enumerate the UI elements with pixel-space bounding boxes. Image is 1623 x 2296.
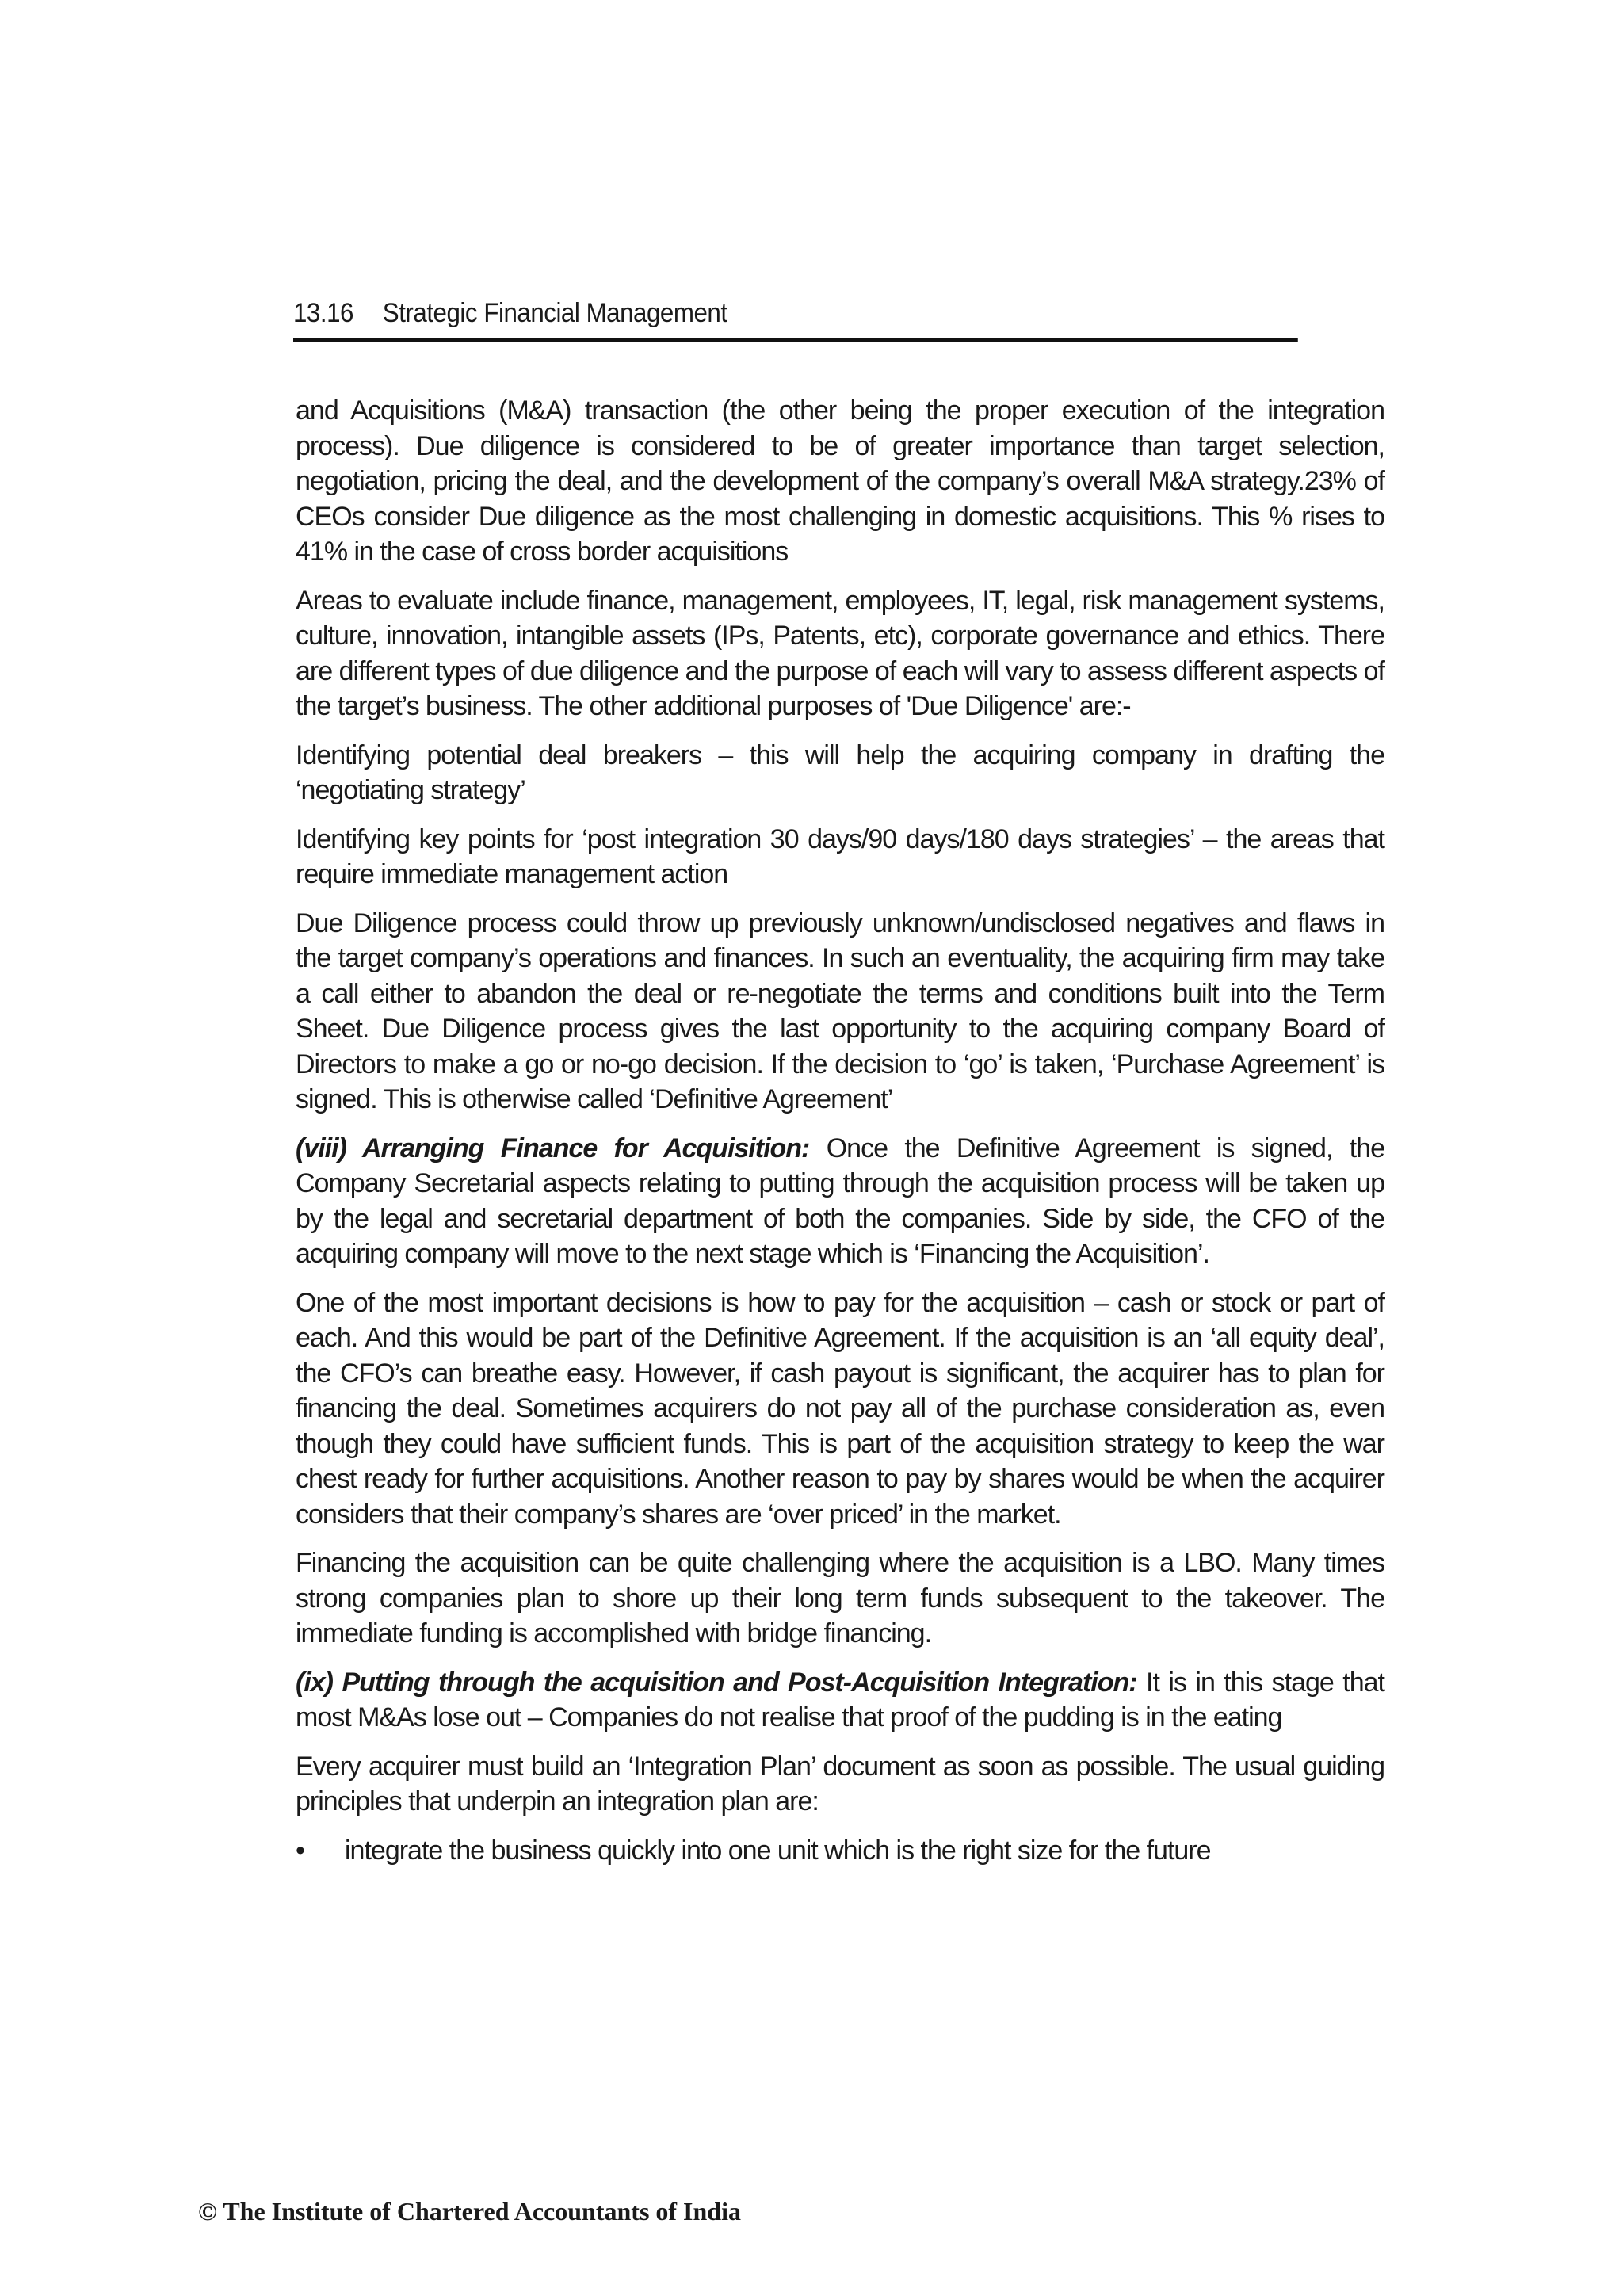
section-heading-viii: (viii) Arranging Finance for Acquisition: (296, 1133, 810, 1163)
copyright-footer: © The Institute of Chartered Accountants of India (198, 2197, 741, 2225)
paragraph-arranging-finance (296, 1131, 1384, 1272)
list-item (296, 1833, 1384, 1869)
bullet-list (296, 1833, 1384, 1869)
bullet-icon: • (296, 1835, 304, 1866)
paragraph: Identifying potential deal breakers – this will help the acquiring company in drafting the ‘negotiating strategy’ (296, 739, 1384, 805)
paragraph: and Acquisitions (M&A) transaction (the other being the proper execution of the integration process). Due diligence is considered to be of greater importance than target selection, negotiation, pricing the deal, and the development of the company’s overall M&A strategy.23% of CEOs consider Due diligence as the most challenging in domestic acquisitions. This % rises to 41% in the case of cross border acquisitions (296, 395, 1384, 567)
body-text (296, 393, 1384, 1868)
paragraph: Every acquirer must build an ‘Integration Plan’ document as soon as possible. The usual guiding principles that underpin an integration plan are: (296, 1751, 1384, 1817)
page-header (293, 293, 1298, 342)
paragraph: Areas to evaluate include finance, management, employees, IT, legal, risk management systems, culture, innovation, intangible assets (IPs, Patents, etc), corporate governance and ethics. There are different types of due diligence and the purpose of each will vary to assess different aspects of the target’s business. The other additional purposes of 'Due Diligence' are:- (296, 585, 1384, 721)
paragraph-text: It is in this stage that most M&As lose out – Companies do not realise that proof of the pudding is in the eating (296, 1667, 1384, 1733)
list-item-text: integrate the business quickly into one unit which is the right size for the future (345, 1835, 1211, 1866)
paragraph: One of the most important decisions is how to pay for the acquisition – cash or stock or part of each. And this would be part of the Definitive Agreement. If the acquisition is an ‘all equity deal’, the CFO’s can breathe easy. However, if cash payout is significant, the acquirer has to plan for financing the deal. Sometimes acquirers do not pay all of the purchase consideration as, even though they could have sufficient funds. This is part of the acquisition strategy to keep the war chest ready for further acquisitions. Another reason to pay by shares would be when the acquirer considers that their company’s shares are ‘over priced’ in the market. (296, 1287, 1384, 1530)
paragraph: Due Diligence process could throw up previously unknown/undisclosed negatives and flaws in the target company’s operations and finances. In such an eventuality, the acquiring firm may take a call either to abandon the deal or re-negotiate the terms and conditions built into the Term Sheet. Due Diligence process gives the last opportunity to the acquiring company Board of Directors to make a go or no-go decision. If the decision to ‘go’ is taken, ‘Purchase Agreement’ is signed. This is otherwise called ‘Definitive Agreement’ (296, 907, 1384, 1114)
section-heading-ix: (ix) Putting through the acquisition and Post-Acquisition Integration: (296, 1667, 1137, 1698)
paragraph-text: Once the Definitive Agreement is signed, the Company Secretarial aspects relating to putting through the acquisition process will be taken up by the legal and secretarial department of both the companies. Side by side, the CFO of the acquiring company will move to the next stage which is ‘Financing the Acquisition’. (296, 1133, 1384, 1269)
page-title: Strategic Financial Management (382, 298, 727, 328)
paragraph-post-acquisition (296, 1665, 1384, 1736)
paragraph: Identifying key points for ‘post integration 30 days/90 days/180 days strategies’ – the areas that require immediate management action (296, 823, 1384, 889)
paragraph: Financing the acquisition can be quite challenging where the acquisition is a LBO. Many times strong companies plan to shore up their long term funds subsequent to the takeover. The immediate funding is accomplished with bridge financing. (296, 1548, 1384, 1648)
section-number: 13.16 (293, 298, 353, 328)
